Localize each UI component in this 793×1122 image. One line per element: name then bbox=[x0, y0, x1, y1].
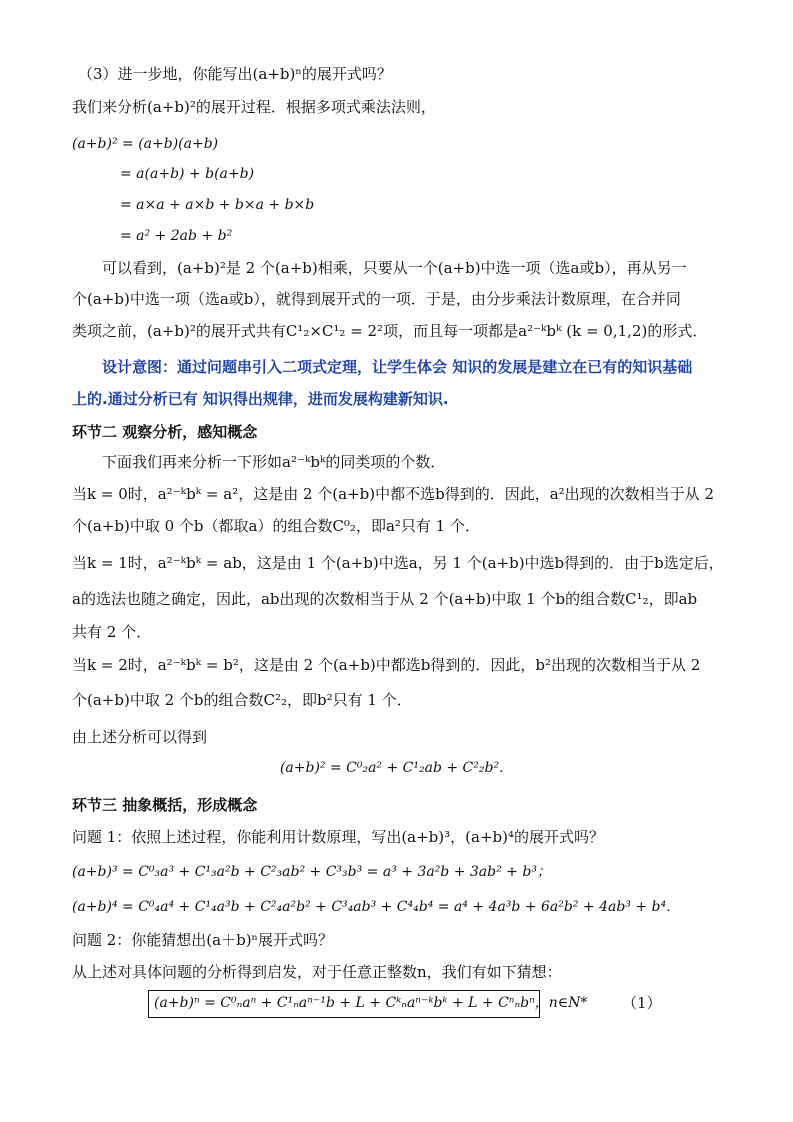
paragraph-line-3: 类项之前，(a+b)²的展开式共有C¹₂×C¹₂ = 2²项，而且每一项都是a²⁻ᵏbᵏ (k = 0,1,2)的形式． bbox=[72, 322, 708, 340]
case-k2-line-1: 当k = 2时，a²⁻ᵏbᵏ = b²，这是由 2 个(a+b)中都选b得到的．因此，b²出现的次数相当于从 2 bbox=[72, 656, 701, 674]
case-k2-line-2: 个(a+b)中取 2 个b的组合数C²₂，即b²只有 1 个． bbox=[72, 691, 412, 709]
summary-equation: (a+b)² = C⁰₂a² + C¹₂ab + C²₂b²． bbox=[279, 760, 514, 776]
section-2-heading: 环节二 观察分析，感知概念 bbox=[72, 423, 258, 441]
case-k0-line-2: 个(a+b)中取 0 个b（都取a）的组合数C⁰₂，即a²只有 1 个． bbox=[72, 517, 480, 535]
problem-2: 问题 2：你能猜想出(a＋b)ⁿ展开式吗？ bbox=[72, 931, 334, 949]
case-k1-line-1: 当k = 1时，a²⁻ᵏbᵏ = ab，这是由 1 个(a+b)中选a，另 1 个(a+b)中选b得到的．由于b选定后， bbox=[72, 554, 724, 572]
equation-line-3: = a×a + a×b + b×a + b×b bbox=[120, 197, 315, 213]
equation-line-4: = a² + 2ab + b² bbox=[120, 228, 233, 244]
case-k0-line-1: 当k = 0时，a²⁻ᵏbᵏ = a²，这是由 2 个(a+b)中都不选b得到的．因此，a²出现的次数相当于从 2 bbox=[72, 485, 714, 503]
paragraph-line-1: 可以看到，(a+b)²是 2 个(a+b)相乘，只要从一个(a+b)中选一项（选a或b），再从另一 bbox=[102, 259, 687, 277]
section-2-intro: 下面我们再来分析一下形如a²⁻ᵏbᵏ的同类项的个数． bbox=[102, 453, 446, 471]
conjecture-intro: 从上述对具体问题的分析得到启发，对于任意正整数n，我们有如下猜想： bbox=[72, 963, 562, 981]
fourth-power-expansion: (a+b)⁴ = C⁰₄a⁴ + C¹₄a³b + C²₄a²b² + C³₄ab³ + C⁴₄b⁴ = a⁴ + 4a³b + 6a²b² + 4ab³ + b⁴． bbox=[72, 899, 681, 915]
paragraph-line-2: 个(a+b)中选一项（选a或b），就得到展开式的一项．于是，由分步乘法计数原理，在合并同 bbox=[72, 290, 681, 308]
equation-number: （1） bbox=[622, 994, 662, 1012]
analysis-intro: 我们来分析(a+b)²的展开过程．根据多项式乘法法则， bbox=[72, 98, 436, 116]
section-3-heading: 环节三 抽象概括，形成概念 bbox=[72, 796, 258, 814]
equation-line-2: = a(a+b) + b(a+b) bbox=[120, 166, 255, 182]
design-intent-line-1: 设计意图：通过问题串引入二项式定理，让学生体会 知识的发展是建立在已有的知识基础 bbox=[102, 358, 693, 376]
summary-intro: 由上述分析可以得到 bbox=[72, 728, 208, 746]
case-k1-line-3: 共有 2 个． bbox=[72, 623, 152, 641]
cube-expansion: (a+b)³ = C⁰₃a³ + C¹₃a²b + C²₃ab² + C³₃b³ = a³ + 3a²b + 3ab² + b³； bbox=[72, 864, 551, 880]
binomial-theorem-formula: (a+b)ⁿ = C⁰ₙaⁿ + C¹ₙaⁿ⁻¹b + L + Cᵏₙaⁿ⁻ᵏbᵏ + L + Cⁿₙbⁿ，n∈N* bbox=[154, 995, 588, 1011]
problem-1: 问题 1：依照上述过程，你能利用计数原理，写出(a+b)³，(a+b)⁴的展开式吗？ bbox=[72, 828, 604, 846]
case-k1-line-2: a的选法也随之确定，因此，ab出现的次数相当于从 2 个(a+b)中取 1 个b的组合数C¹₂，即ab bbox=[72, 590, 698, 608]
equation-line-1: (a+b)² = (a+b)(a+b) bbox=[72, 136, 219, 152]
design-intent-line-2: 上的.通过分析已有 知识得出规律，进而发展构建新知识. bbox=[72, 390, 449, 408]
question-3: （3）进一步地，你能写出(a+b)ⁿ的展开式吗？ bbox=[78, 65, 392, 83]
